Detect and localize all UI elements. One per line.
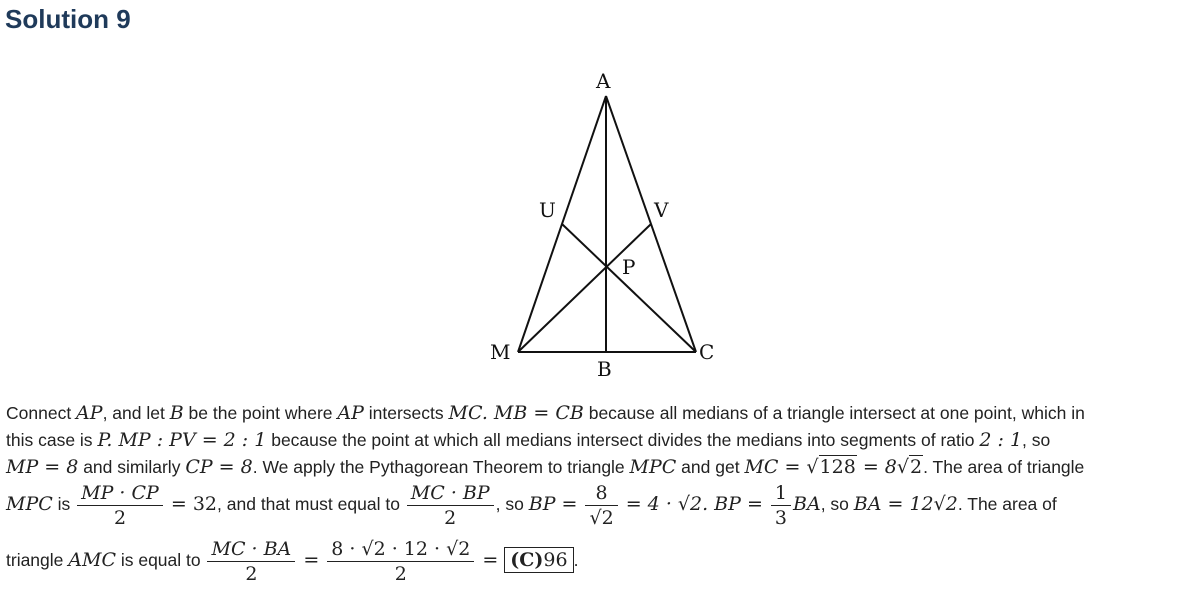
- solution-heading: Solution 9: [5, 4, 131, 34]
- label-a: A: [596, 69, 611, 93]
- fraction: [207, 537, 295, 586]
- median-cu: [562, 224, 696, 352]
- label-u: U: [539, 198, 556, 222]
- solution-line-2: [6, 429, 1196, 451]
- text: triangle: [6, 550, 69, 571]
- fraction-numerator: MC · BA: [207, 537, 295, 562]
- math: P. MP : PV = 2 : 1: [97, 429, 267, 451]
- math: 2 : 1: [979, 429, 1023, 451]
- fraction-denominator: 3: [774, 507, 788, 529]
- math-radicand: 2: [910, 456, 923, 478]
- fraction-denominator: 2: [394, 563, 407, 585]
- math: =: [476, 549, 505, 572]
- math: MPC: [6, 493, 53, 516]
- answer-choice: (C): [510, 549, 544, 572]
- math: MP = 8: [6, 456, 79, 478]
- text: . We apply the Pythagorean Theorem to triangle: [252, 457, 630, 477]
- math: = 4 · √2. BP =: [619, 493, 769, 516]
- text: , and let: [102, 403, 170, 423]
- math-radicand: 128: [819, 456, 856, 478]
- math: AP: [76, 402, 103, 424]
- solution-line-1: [6, 402, 1196, 424]
- fraction-numerator: MC · BP: [407, 481, 494, 506]
- math: MC = √: [744, 456, 819, 478]
- text: and get: [676, 457, 745, 477]
- text: is equal to: [115, 550, 206, 571]
- median-mv: [518, 224, 651, 352]
- label-b: B: [597, 357, 612, 381]
- label-p: P: [622, 255, 636, 279]
- text: , so: [1022, 430, 1051, 450]
- solution-line-3: [6, 456, 1196, 478]
- text: this case is: [6, 430, 98, 450]
- math: CP = 8: [185, 456, 253, 478]
- math: AMC: [68, 549, 116, 572]
- fraction-denominator: 2: [245, 563, 258, 585]
- fraction-numerator: MP · CP: [77, 481, 163, 506]
- fraction: [585, 481, 617, 530]
- math: MC. MB = CB: [448, 402, 584, 424]
- math: =: [297, 549, 326, 572]
- text: . The area of: [957, 494, 1057, 515]
- text: because the point at which all medians intersect divides the medians into segments of ratio: [266, 430, 980, 450]
- solution-line-4: [6, 481, 1196, 530]
- math: = 32: [164, 493, 218, 516]
- label-c: C: [699, 340, 715, 364]
- answer-value: 96: [543, 549, 568, 572]
- fraction-denominator: √2: [589, 507, 614, 529]
- fraction: [771, 481, 791, 530]
- label-m: M: [490, 340, 511, 364]
- text: . The area of triangle: [923, 457, 1085, 477]
- fraction: [407, 481, 494, 530]
- fraction-denominator: 2: [444, 507, 457, 529]
- text: , so: [495, 494, 529, 515]
- text: intersects: [363, 403, 449, 423]
- fraction-denominator: 2: [113, 507, 127, 529]
- fraction-numerator: 8: [585, 481, 617, 506]
- math: BP =: [528, 493, 584, 516]
- fraction-numerator: 8 · √2 · 12 · √2: [327, 537, 474, 562]
- fraction-numerator: 1: [771, 481, 791, 506]
- fraction: [77, 481, 163, 530]
- text: Connect: [6, 403, 77, 423]
- text: and similarly: [78, 457, 186, 477]
- math: BA = 12√2: [853, 493, 958, 516]
- text: is: [52, 494, 76, 515]
- text: , and that must equal to: [217, 494, 405, 515]
- label-v: V: [654, 198, 669, 222]
- math: AP: [337, 402, 364, 424]
- text: because all medians of a triangle intersect at one point, which in: [583, 403, 1085, 423]
- math: B: [169, 402, 184, 424]
- math: BA: [793, 493, 821, 516]
- answer-box: [504, 547, 573, 573]
- fraction: [327, 537, 474, 586]
- solution-line-5: [6, 537, 1196, 586]
- text: be the point where: [183, 403, 338, 423]
- text: , so: [820, 494, 854, 515]
- text: .: [573, 550, 579, 571]
- math: = 8√: [856, 456, 910, 478]
- math: MPC: [629, 456, 677, 478]
